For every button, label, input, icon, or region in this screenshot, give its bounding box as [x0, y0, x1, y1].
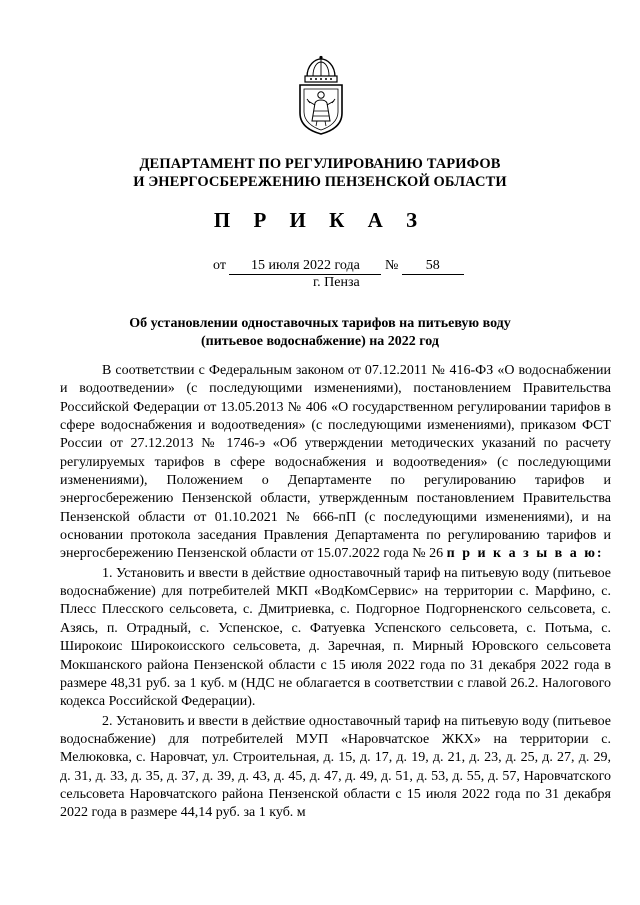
preamble-paragraph	[60, 362, 611, 564]
date-prefix: от	[213, 258, 226, 273]
order-date: 15 июля 2022 года	[229, 258, 381, 275]
city-name: г. Пенза	[313, 275, 360, 290]
subject-line-2: (питьевое водоснабжение) на 2022 год	[201, 334, 439, 349]
department-line-2: И ЭНЕРГОСБЕРЕЖЕНИЮ ПЕНЗЕНСКОЙ ОБЛАСТИ	[133, 174, 507, 190]
number-prefix: №	[384, 258, 399, 273]
order-word: п р и к а з ы в а ю:	[446, 546, 604, 562]
department-name	[60, 155, 580, 191]
order-subject	[80, 315, 560, 351]
item-2-paragraph: 2. Установить и ввести в действие одноставочный тариф на питьевую воду (питьевое водоснабжение) для потребителей МУП «Наровчатское ЖКХ» на территории с. Мелюковка, с. Наровчат, ул. Строительная, д. 15, д. 17, д. 19, д. 21, д. 23, д. 25, д. 27, д. 29, д. 31, д. 33, д. 35, д. 37, д. 39, д. 43, д. 45, д. 47, д. 49, д. 51, д. 53, д. 55, д. 57, Наровчатского сельсовета Наровчатского района Пензенской области с 15 июля 2022 года по 31 декабря 2022 года в размере 44,14 руб. за 1 куб. м	[60, 713, 611, 821]
preamble-text: В соответствии с Федеральным законом от 07.12.2011 № 416-ФЗ «О водоснабжении и водоотведении» (с последующими изменениями), постановлением Правительства Российской Федерации от 13.05.2013 № 406 «О государственном регулировании тарифов в сфере водоснабжения и водоотведения» (с последующими изменениями), приказом ФСТ России от 27.12.2013 № 1746-э «Об утверждении методических указаний по расчету регулируемых тарифов в сфере водоснабжения и водоотведения» (с последующими изменениями), Положением о Департаменте по регулированию тарифов и энергосбережению Пензенской области, утвержденным постановлением Правительства Пензенской области от 01.10.2021 № 666-пП (с последующими изменениями), и на основании протокола заседания Правления Департамента по регулированию тарифов и энергосбережению Пензенской области от 15.07.2022 года № 26	[60, 363, 611, 562]
item-1-paragraph: 1. Установить и ввести в действие одноставочный тариф на питьевую воду (питьевое водоснабжение) для потребителей МКП «ВодКомСервис» на территории с. Марфино, с. Плесс Плесского сельсовета, с. Дмитриевка, с. Подгорное Подгорненского сельсовета, с. Азясь, п. Отрадный, с. Успенское, с. Фатуевка Успенского сельсовета, с. Потьма, с. Широкоис Широкоисского сельсовета, д. Заречная, п. Мирный Юровского сельсовета Мокшанского района Пензенской области с 15 июля 2022 года по 31 декабря 2022 года в размере 48,31 руб. за 1 куб. м (НДС не облагается в соответствии с главой 26.2. Налогового кодекса Российской Федерации).	[60, 565, 611, 710]
coat-of-arms-emblem	[295, 55, 347, 135]
document-title: П Р И К А З	[213, 208, 427, 232]
department-line-1: ДЕПАРТАМЕНТ ПО РЕГУЛИРОВАНИЮ ТАРИФОВ	[139, 156, 501, 172]
order-body	[60, 362, 611, 823]
date-number-line	[213, 257, 464, 275]
order-number: 58	[402, 258, 464, 275]
subject-line-1: Об установлении одноставочных тарифов на питьевую воду	[129, 316, 511, 331]
